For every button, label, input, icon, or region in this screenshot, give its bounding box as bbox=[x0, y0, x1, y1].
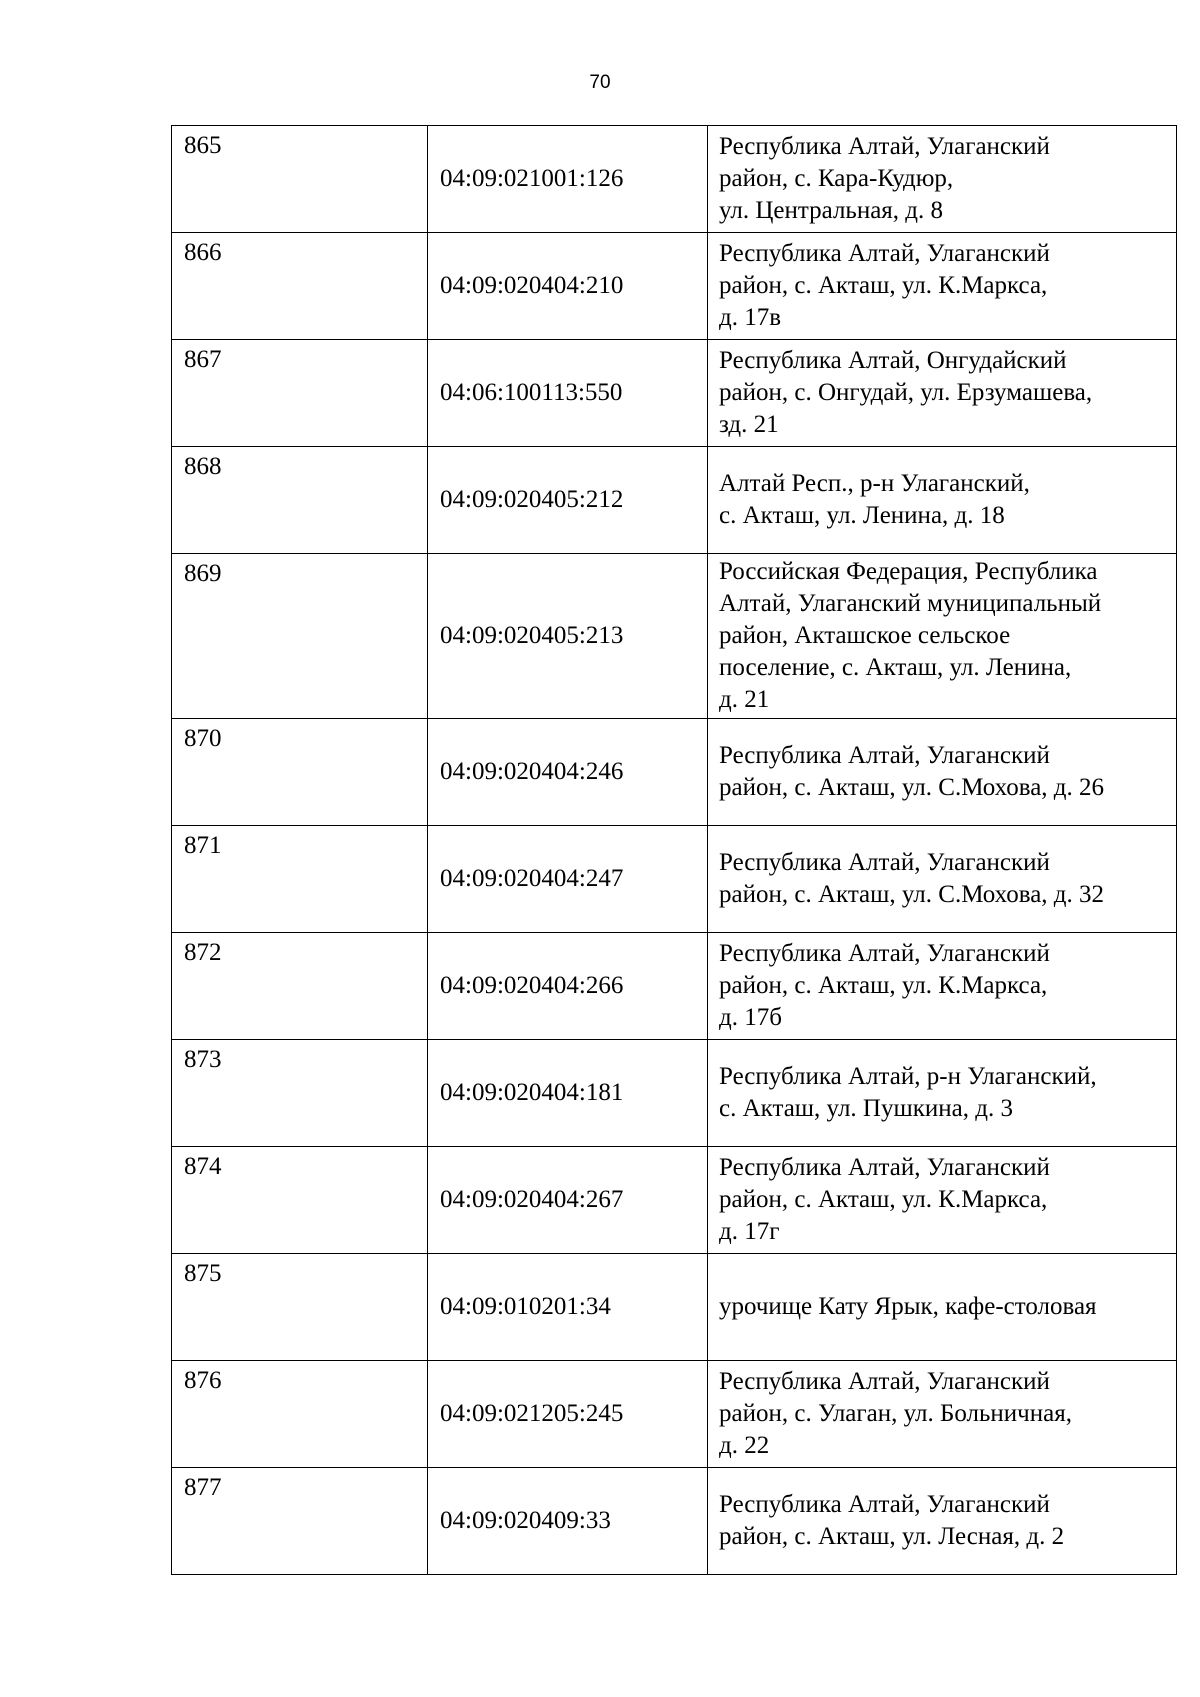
address-cell bbox=[708, 233, 1177, 340]
table-row bbox=[172, 1254, 1177, 1361]
address-cell bbox=[708, 933, 1177, 1040]
row-number: 875 bbox=[184, 1260, 222, 1287]
address-line: район, с. Акташ, ул. К.Маркса, bbox=[719, 1186, 1048, 1213]
table-row bbox=[172, 933, 1177, 1040]
cadastral-number: 04:09:020404:246 bbox=[440, 758, 624, 785]
table-row bbox=[172, 719, 1177, 826]
row-number: 869 bbox=[184, 560, 222, 587]
table-row bbox=[172, 233, 1177, 340]
cadastral-number: 04:09:020409:33 bbox=[440, 1507, 611, 1534]
address-line: с. Акташ, ул. Ленина, д. 18 bbox=[719, 502, 1005, 529]
cadastral-number-cell bbox=[428, 719, 708, 826]
row-number-cell bbox=[172, 233, 428, 340]
address-line: зд. 21 bbox=[719, 411, 779, 438]
address-cell bbox=[708, 1468, 1177, 1575]
address-cell bbox=[708, 340, 1177, 447]
cadastral-number-cell bbox=[428, 340, 708, 447]
address-line: Республика Алтай, Улаганский bbox=[719, 1154, 1050, 1181]
address-line: Алтай, Улаганский муниципальный bbox=[719, 590, 1102, 617]
address-cell bbox=[708, 1361, 1177, 1468]
row-number-cell bbox=[172, 933, 428, 1040]
property-registry-table bbox=[171, 125, 1177, 1575]
address-line: д. 17г bbox=[719, 1218, 780, 1245]
address-line: д. 21 bbox=[719, 686, 770, 713]
cadastral-number-cell bbox=[428, 1040, 708, 1147]
row-number-cell bbox=[172, 126, 428, 233]
cadastral-number-cell bbox=[428, 1361, 708, 1468]
address-cell bbox=[708, 126, 1177, 233]
address-cell bbox=[708, 1040, 1177, 1147]
address-line: с. Акташ, ул. Пушкина, д. 3 bbox=[719, 1095, 1013, 1122]
cadastral-number-cell bbox=[428, 126, 708, 233]
address-line: Республика Алтай, Онгудайский bbox=[719, 347, 1067, 374]
address-line: Республика Алтай, Улаганский bbox=[719, 849, 1050, 876]
row-number-cell bbox=[172, 1468, 428, 1575]
cadastral-number-cell bbox=[428, 1254, 708, 1361]
row-number: 870 bbox=[184, 725, 222, 752]
cadastral-number-cell bbox=[428, 1147, 708, 1254]
table-row bbox=[172, 1040, 1177, 1147]
address-line: район, с. Кара-Кудюр, bbox=[719, 165, 954, 192]
row-number-cell bbox=[172, 1147, 428, 1254]
row-number: 871 bbox=[184, 832, 222, 859]
address-line: Республика Алтай, Улаганский bbox=[719, 742, 1050, 769]
address-line: район, с. Акташ, ул. С.Мохова, д. 26 bbox=[719, 774, 1105, 801]
cadastral-number: 04:09:020404:267 bbox=[440, 1186, 624, 1213]
address-cell bbox=[708, 447, 1177, 554]
address-line: район, с. Акташ, ул. К.Маркса, bbox=[719, 272, 1048, 299]
row-number: 866 bbox=[184, 239, 222, 266]
address-line: район, с. Улаган, ул. Больничная, bbox=[719, 1400, 1072, 1427]
address-line: район, с. Акташ, ул. К.Маркса, bbox=[719, 972, 1048, 999]
cadastral-number: 04:09:020405:212 bbox=[440, 486, 624, 513]
row-number-cell bbox=[172, 1254, 428, 1361]
row-number-cell bbox=[172, 447, 428, 554]
cadastral-number-cell bbox=[428, 233, 708, 340]
address-cell bbox=[708, 719, 1177, 826]
table-row bbox=[172, 554, 1177, 719]
row-number: 867 bbox=[184, 346, 222, 373]
cadastral-number: 04:09:021205:245 bbox=[440, 1400, 624, 1427]
address-line: д. 17в bbox=[719, 304, 782, 331]
row-number-cell bbox=[172, 1361, 428, 1468]
table-row bbox=[172, 340, 1177, 447]
row-number: 868 bbox=[184, 453, 222, 480]
address-line: Республика Алтай, Улаганский bbox=[719, 940, 1050, 967]
address-line: Республика Алтай, Улаганский bbox=[719, 1368, 1050, 1395]
cadastral-number-cell bbox=[428, 554, 708, 719]
address-line: Республика Алтай, р-н Улаганский, bbox=[719, 1063, 1097, 1090]
row-number: 874 bbox=[184, 1153, 222, 1180]
table-row bbox=[172, 126, 1177, 233]
address-line: район, с. Акташ, ул. Лесная, д. 2 bbox=[719, 1523, 1065, 1550]
cadastral-number: 04:09:020404:247 bbox=[440, 865, 624, 892]
address-line: Республика Алтай, Улаганский bbox=[719, 240, 1050, 267]
address-line: урочище Кату Ярык, кафе-столовая bbox=[719, 1293, 1097, 1320]
table-row bbox=[172, 1361, 1177, 1468]
address-line: д. 22 bbox=[719, 1432, 770, 1459]
page-number: 70 bbox=[589, 72, 611, 93]
address-line: Алтай Респ., р-н Улаганский, bbox=[719, 470, 1030, 497]
address-line: Республика Алтай, Улаганский bbox=[719, 1491, 1050, 1518]
address-cell bbox=[708, 1254, 1177, 1361]
address-line: район, с. Онгудай, ул. Ерзумашева, bbox=[719, 379, 1093, 406]
address-line: Республика Алтай, Улаганский bbox=[719, 133, 1050, 160]
address-line: район, Акташское сельское bbox=[719, 622, 1011, 649]
row-number: 876 bbox=[184, 1367, 222, 1394]
address-cell bbox=[708, 1147, 1177, 1254]
cadastral-number: 04:09:020405:213 bbox=[440, 622, 624, 649]
address-line: поселение, с. Акташ, ул. Ленина, bbox=[719, 654, 1072, 681]
table-row bbox=[172, 447, 1177, 554]
row-number-cell bbox=[172, 826, 428, 933]
table-row bbox=[172, 1468, 1177, 1575]
row-number: 872 bbox=[184, 939, 222, 966]
address-line: район, с. Акташ, ул. С.Мохова, д. 32 bbox=[719, 881, 1105, 908]
cadastral-number: 04:09:020404:266 bbox=[440, 972, 624, 999]
cadastral-number-cell bbox=[428, 826, 708, 933]
cadastral-number: 04:09:021001:126 bbox=[440, 165, 624, 192]
cadastral-number-cell bbox=[428, 933, 708, 1040]
row-number: 865 bbox=[184, 132, 222, 159]
address-cell bbox=[708, 826, 1177, 933]
registry-body bbox=[172, 126, 1177, 1575]
table-row bbox=[172, 1147, 1177, 1254]
address-cell bbox=[708, 554, 1177, 719]
address-line: ул. Центральная, д. 8 bbox=[719, 197, 944, 224]
cadastral-number: 04:09:020404:181 bbox=[440, 1079, 624, 1106]
row-number: 877 bbox=[184, 1474, 222, 1501]
cadastral-number: 04:09:010201:34 bbox=[440, 1293, 611, 1320]
row-number-cell bbox=[172, 1040, 428, 1147]
cadastral-number: 04:06:100113:550 bbox=[440, 379, 623, 406]
cadastral-number-cell bbox=[428, 447, 708, 554]
address-line: Российская Федерация, Республика bbox=[719, 558, 1098, 585]
row-number: 873 bbox=[184, 1046, 222, 1073]
row-number-cell bbox=[172, 554, 428, 719]
cadastral-number-cell bbox=[428, 1468, 708, 1575]
row-number-cell bbox=[172, 719, 428, 826]
table-row bbox=[172, 826, 1177, 933]
row-number-cell bbox=[172, 340, 428, 447]
address-line: д. 17б bbox=[719, 1004, 782, 1031]
cadastral-number: 04:09:020404:210 bbox=[440, 272, 624, 299]
